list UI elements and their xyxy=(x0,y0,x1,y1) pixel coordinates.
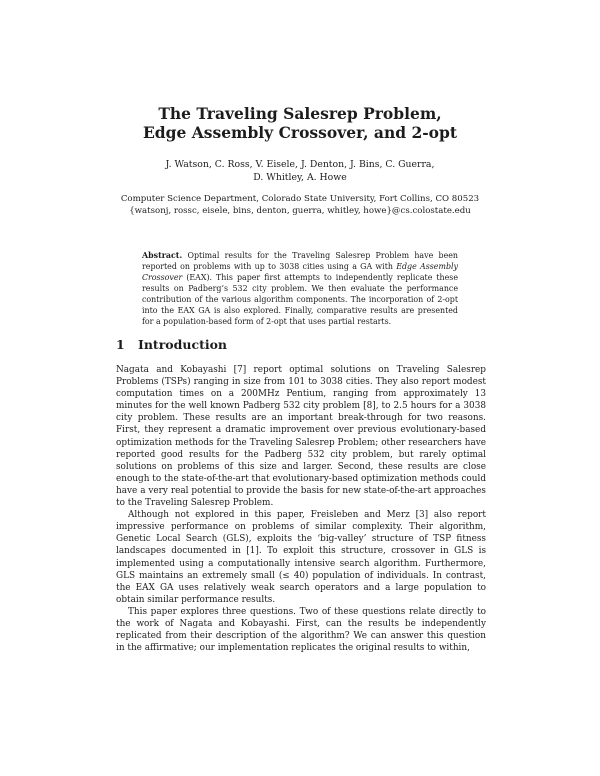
abstract-text-2: (EAX). This paper first attempts to independently replicate these results on Padberg’s 532 city problem. We then evaluate the performance contribution of the various algorithm components. The incorporation of 2-opt into the EAX GA is also explored. Finally, comparative results are presented for a population-based form of 2-opt that uses partial restarts. xyxy=(142,273,458,326)
affiliation: Computer Science Department, Colorado State University, Fort Collins, CO 80523 xyxy=(120,194,480,204)
author-emails: {watsonj, rossc, eisele, bins, denton, guerra, whitley, howe}@cs.colostate.edu xyxy=(129,206,471,216)
title-line-1: The Traveling Salesrep Problem, xyxy=(158,104,442,123)
section-number: 1 xyxy=(116,337,125,352)
affiliation-block xyxy=(60,193,540,217)
title-line-2: Edge Assembly Crossover, and 2-opt xyxy=(142,123,458,142)
author-list xyxy=(60,158,540,184)
paragraph: This paper explores three questions. Two of these questions relate directly to the work of Nagata and Kobayashi. First, can the results be independently replicated from their description of the algorithm? We can answer this question in the affirmative; our implementation replicates the original results to within, xyxy=(116,606,486,654)
abstract-text-1: Optimal results for the Traveling Salesrep Problem have been reported on problems with up to 3038 cities using a GA with xyxy=(142,251,458,271)
section-body xyxy=(116,364,486,654)
authors-line-1: J. Watson, C. Ross, V. Eisele, J. Denton, J. Bins, C. Guerra, xyxy=(165,159,435,170)
paragraph: Although not explored in this paper, Freisleben and Merz [3] also report impressive performance on problems of similar complexity. Their algorithm, Genetic Local Search (GLS), exploits the ‘big-valley’ structure of TSP fitness landscapes documented in [1]. To exploit this structure, crossover in GLS is implemented using a computationally intensive search algorithm. Furthermore, GLS maintains an extremely small (≤ 40) population of individuals. In contrast, the EAX GA uses relatively weak search operators and a large population to obtain similar performance results. xyxy=(116,510,486,605)
paper-title xyxy=(60,104,540,142)
paragraph: Nagata and Kobayashi [7] report optimal solutions on Traveling Salesrep Problems (TSPs) ranging in size from 101 to 3038 cities. They also report modest computation times on a 200MHz Pentium, ranging from approximately 13 minutes for the well known Padberg 532 city problem [8], to 2.5 hours for a 3038 city problem. These results are an important break-through for two reasons. First, they represent a dramatic improvement over previous evolutionary-based optimization methods for the Traveling Salesrep Problem; other researchers have reported good results for the Padberg 532 city problem, but rarely optimal solutions on problems of this size and larger. Second, these results are close enough to the state-of-the-art that evolutionary-based optimization methods could have a very real potential to provide the basis for new state-of-the-art approaches to the Traveling Salesrep Problem. xyxy=(116,365,486,509)
abstract-label: Abstract. xyxy=(142,251,183,260)
abstract-emphasis: Edge Assembly Crossover xyxy=(142,262,458,282)
section-heading xyxy=(116,337,496,353)
abstract xyxy=(142,250,458,327)
section-title: Introduction xyxy=(138,337,228,352)
authors-line-2: D. Whitley, A. Howe xyxy=(253,172,347,183)
